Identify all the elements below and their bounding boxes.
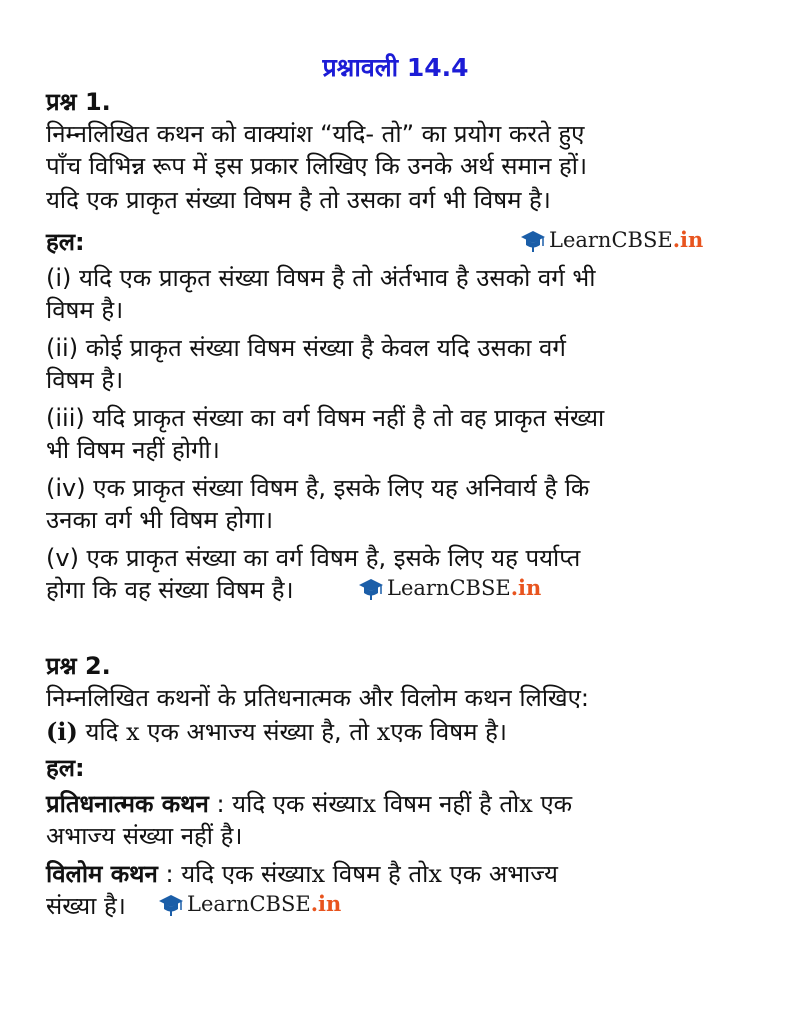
question-2-solution-label: हल: — [46, 754, 85, 782]
variable-x: x — [126, 718, 140, 746]
question-1-text-line-3: यदि एक प्राकृत संख्या विषम है तो उसका वर्ग भी विषम है। — [46, 186, 551, 214]
part-label: (i) — [46, 717, 78, 746]
answer-line: भी विषम नहीं होगी। — [46, 436, 220, 464]
contrapositive-text: विषम नहीं है तो — [383, 790, 520, 818]
question-1-text-line-1: निम्नलिखित कथन को वाक्यांश “यदि- तो” का प्रयोग करते हुए — [46, 120, 585, 148]
variable-x: x — [376, 718, 391, 746]
page-title: प्रश्नावली 14.4 — [322, 53, 469, 82]
graduation-cap-icon — [158, 892, 184, 916]
converse-line-1 — [46, 858, 558, 890]
contrapositive-text: : यदि एक संख्या — [216, 790, 363, 818]
converse-line-2: संख्या है। — [46, 892, 126, 920]
contrapositive-label: प्रतिधनात्मक कथन — [46, 790, 209, 818]
learncbse-logo — [520, 228, 703, 252]
question-2-part-i — [46, 716, 507, 748]
question-2-text: निम्नलिखित कथनों के प्रतिधनात्मक और विलोम कथन लिखिए: — [46, 684, 590, 712]
answer-line: (iv) एक प्राकृत संख्या विषम है, इसके लिए यह अनिवार्य है कि — [46, 474, 590, 502]
learncbse-logo — [358, 576, 541, 600]
part-text: एक अभाज्य संख्या है, तो — [147, 718, 370, 746]
variable-x: x — [362, 790, 376, 818]
part-text: एक विषम है। — [390, 718, 507, 746]
question-1-solution-label: हल: — [46, 228, 85, 256]
answer-line: (ii) कोई प्राकृत संख्या विषम संख्या है केवल यदि उसका वर्ग — [46, 334, 566, 362]
variable-x: x — [428, 860, 442, 888]
logo-suffix: .in — [672, 227, 704, 252]
converse-text: : यदि एक संख्या — [165, 860, 312, 888]
answer-line: विषम है। — [46, 296, 124, 324]
answer-line: होगा कि वह संख्या विषम है। — [46, 576, 294, 604]
question-1-text-line-2: पाँच विभिन्न रूप में इस प्रकार लिखिए कि उनके अर्थ समान हों। — [46, 152, 588, 180]
variable-x: x — [311, 860, 325, 888]
logo-text: LearnCBSE — [387, 576, 511, 600]
contrapositive-text: एक — [540, 790, 573, 818]
logo-text: LearnCBSE — [549, 228, 673, 252]
answer-line: (v) एक प्राकृत संख्या का वर्ग विषम है, इसके लिए यह पर्याप्त — [46, 544, 581, 572]
answer-line: उनका वर्ग भी विषम होगा। — [46, 506, 274, 534]
converse-text: विषम है तो — [332, 860, 429, 888]
contrapositive-line-2: अभाज्य संख्या नहीं है। — [46, 822, 243, 850]
contrapositive-line-1 — [46, 788, 572, 820]
answer-line: (iii) यदि प्राकृत संख्या का वर्ग विषम नहीं है तो वह प्राकृत संख्या — [46, 404, 605, 432]
logo-suffix: .in — [310, 891, 342, 916]
logo-suffix: .in — [510, 575, 542, 600]
question-1-heading: प्रश्न 1. — [46, 88, 111, 116]
question-2-heading: प्रश्न 2. — [46, 652, 111, 680]
graduation-cap-icon — [358, 576, 384, 600]
converse-text: एक अभाज्य — [449, 860, 558, 888]
part-text: यदि — [85, 718, 119, 746]
logo-text: LearnCBSE — [187, 892, 311, 916]
learncbse-logo — [158, 892, 341, 916]
answer-line: (i) यदि एक प्राकृत संख्या विषम है तो अंर्तभाव है उसको वर्ग भी — [46, 264, 596, 292]
graduation-cap-icon — [520, 228, 546, 252]
answer-line: विषम है। — [46, 366, 124, 394]
converse-label: विलोम कथन — [46, 860, 158, 888]
variable-x: x — [519, 790, 533, 818]
